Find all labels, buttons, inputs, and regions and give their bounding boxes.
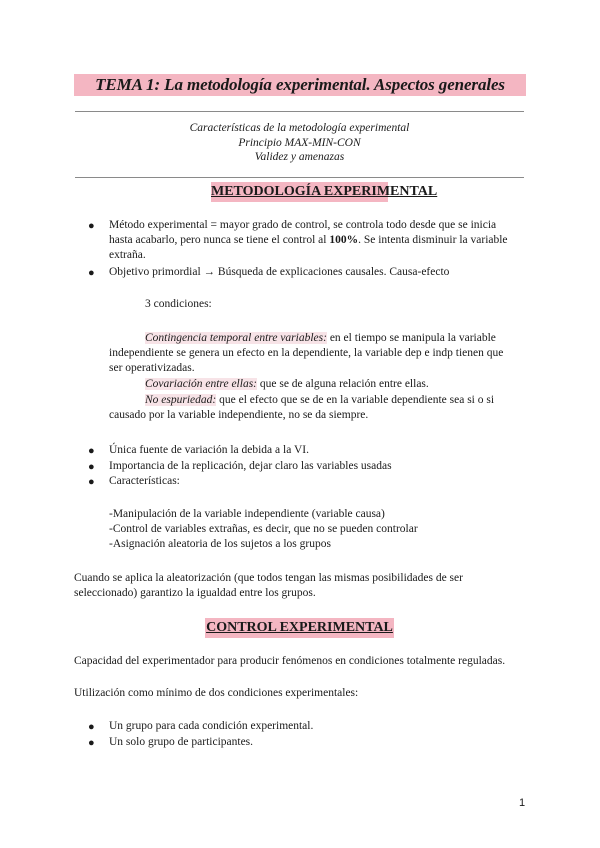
percent-highlight: 100%: [329, 234, 359, 246]
term-covariacion: Covariación entre ellas:: [145, 378, 257, 390]
list-item: -Manipulación de la variable independiente (variable causa): [109, 508, 385, 520]
section-heading-control: CONTROL EXPERIMENTAL: [205, 618, 394, 638]
bullet-item-replicacion: Importancia de la replicación, dejar claro las variables usadas: [109, 460, 392, 472]
paragraph-aleatorizacion: Cuando se aplica la aleatorización (que todos tengan las mismas posibilidades de ser seleccionado) garantizo la igualdad entre los grupos.: [74, 572, 463, 599]
summary-item: Validez y amenazas: [254, 151, 345, 163]
condition-espuriedad: No espuriedad: que el efecto que se de en la variable dependiente sea si o si causado por la variable independiente, no se da siempre.: [109, 394, 495, 421]
bullet-text: extraña.: [109, 249, 146, 261]
condition-covariacion: Covariación entre ellas: que se de alguna relación entre ellas.: [145, 378, 429, 390]
bullet-icon: ●: [88, 267, 95, 279]
divider-top: [75, 111, 524, 112]
list-item: -Control de variables extrañas, es decir, que no se pueden controlar: [109, 523, 418, 535]
control-intro: Utilización como mínimo de dos condiciones experimentales:: [74, 687, 359, 699]
document-title: TEMA 1: La metodología experimental. Aspectos generales: [74, 74, 526, 96]
bullet-item-metodo: [109, 218, 524, 263]
bullet-item-objetivo: Objetivo primordial → Búsqueda de explicaciones causales. Causa-efecto: [109, 266, 450, 278]
bullet-item-fuente: Única fuente de variación la debida a la VI.: [109, 444, 309, 456]
page-number: 1: [519, 797, 526, 809]
bullet-icon: ●: [88, 461, 95, 473]
list-item: -Asignación aleatoria de los sujetos a los grupos: [109, 538, 331, 550]
bullet-item-caracteristicas: Características:: [109, 475, 180, 487]
summary-item: Características de la metodología experimental: [189, 122, 410, 134]
bullet-icon: ●: [88, 220, 95, 232]
term-contingencia: Contingencia temporal entre variables:: [145, 332, 327, 344]
topic-summary: [75, 121, 524, 165]
bullet-text: hasta acabarlo, pero nunca se tiene el control al: [109, 234, 330, 246]
term-espuriedad: No espuriedad:: [145, 394, 217, 406]
conditions-intro: 3 condiciones:: [145, 298, 212, 310]
summary-item: Principio MAX-MIN-CON: [238, 136, 361, 149]
divider-bottom: [75, 177, 524, 178]
bullet-text: . Se intenta disminuir la variable: [358, 234, 508, 246]
characteristics-list: [109, 507, 524, 552]
bullet-text: Método experimental = mayor grado de control, se controla todo desde que se inicia: [109, 219, 497, 231]
bullet-icon: ●: [88, 476, 95, 488]
control-definition: Capacidad del experimentador para producir fenómenos en condiciones totalmente reguladas.: [74, 655, 506, 667]
bullet-icon: ●: [88, 721, 95, 733]
bullet-icon: ●: [88, 445, 95, 457]
section-heading-metodologia: METODOLOGÍA EXPERIMENTAL: [211, 182, 388, 202]
bullet-icon: ●: [88, 737, 95, 749]
bullet-item-solo-grupo: Un solo grupo de participantes.: [109, 736, 254, 748]
condition-contingencia: Contingencia temporal entre variables: en el tiempo se manipula la variable independiente se genera un efecto en la dependiente, la variable dep e indp tienen que ser operativizadas.: [109, 332, 504, 374]
bullet-item-grupo-condicion: Un grupo para cada condición experimental.: [109, 720, 314, 732]
